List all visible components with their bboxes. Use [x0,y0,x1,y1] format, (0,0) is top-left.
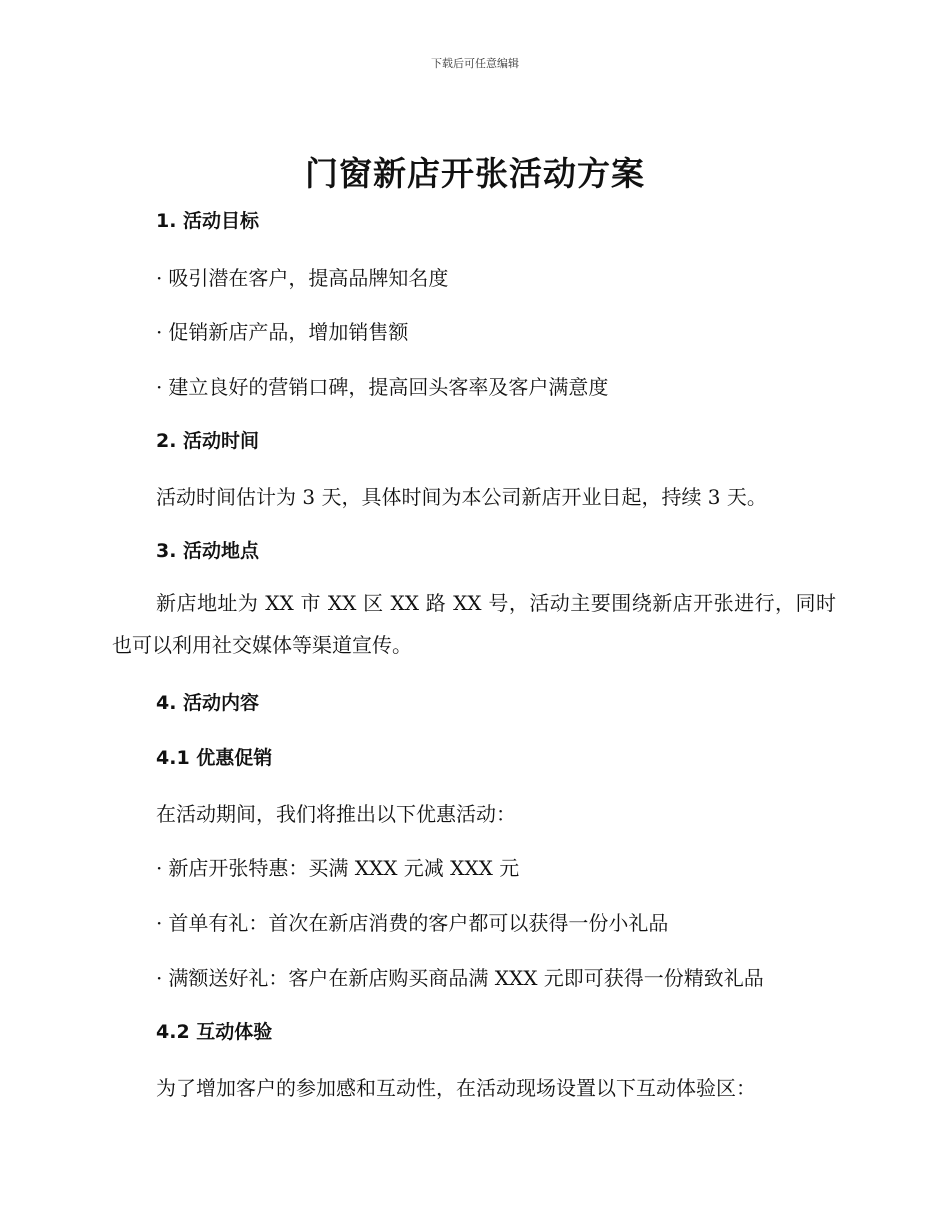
bullet-icon: · [156,911,163,935]
bullet-icon: · [156,320,163,344]
bullet-icon: · [156,856,163,880]
section-heading-location: 3. 活动地点 [156,540,260,562]
list-item [156,907,668,936]
bullet-icon: · [156,266,163,290]
paragraph-time: 活动时间估计为 3 天，具体时间为本公司新店开业日起，持续 3 天。 [156,485,767,509]
paragraph-location: 新店地址为 XX 市 XX 区 XX 路 XX 号，活动主要围绕新店开张进行，同时也可以利用社交媒体等渠道宣传。 [112,591,836,657]
list-item [156,316,408,345]
paragraph-interaction-intro: 为了增加客户的参加感和互动性，在活动现场设置以下互动体验区： [156,1076,756,1100]
subsection-heading-interaction: 4.2 互动体验 [156,1021,273,1043]
list-item [156,371,608,400]
bullet-icon: · [156,966,163,990]
list-item-text: 首单有礼：首次在新店消费的客户都可以获得一份小礼品 [168,911,669,935]
header-note: 下载后可任意编辑 [431,57,519,70]
list-item-text: 新店开张特惠：买满 XXX 元减 XXX 元 [168,856,520,880]
list-item [156,262,448,291]
section-heading-time: 2. 活动时间 [156,430,260,452]
list-item-text: 促销新店产品，增加销售额 [168,320,409,344]
list-item [156,962,764,991]
section-heading-goals: 1. 活动目标 [156,210,260,232]
list-item-text: 满额送好礼：客户在新店购买商品满 XXX 元即可获得一份精致礼品 [168,966,764,990]
page-title: 门窗新店开张活动方案 [305,154,645,193]
list-item-text: 吸引潜在客户，提高品牌知名度 [168,266,449,290]
bullet-icon: · [156,375,163,399]
list-item [156,852,519,881]
paragraph-promotion-intro: 在活动期间，我们将推出以下优惠活动： [156,802,516,826]
list-item-text: 建立良好的营销口碑，提高回头客率及客户满意度 [168,375,609,399]
subsection-heading-promotion: 4.1 优惠促销 [156,747,273,769]
section-heading-content: 4. 活动内容 [156,692,260,714]
